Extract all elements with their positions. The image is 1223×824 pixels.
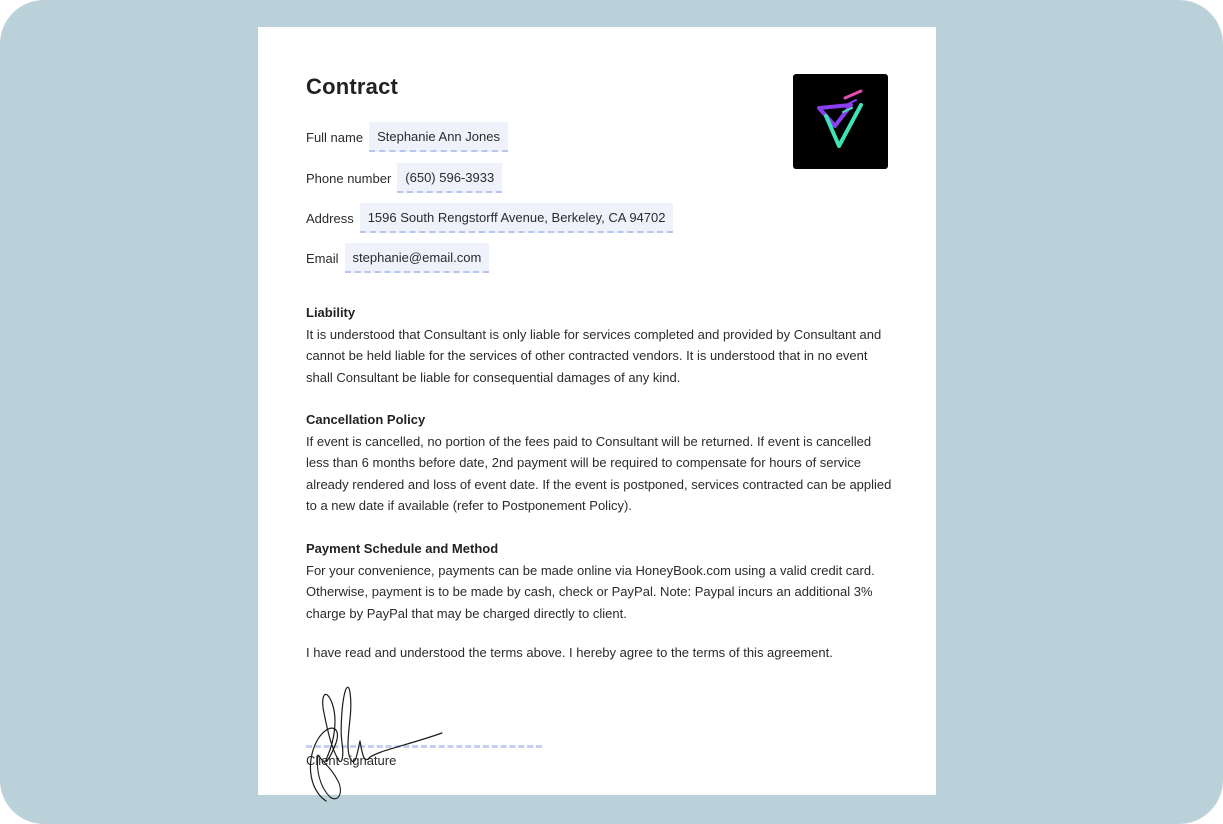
phone-row: [306, 163, 502, 193]
phone-label: Phone number: [306, 170, 392, 186]
payment-section: [306, 538, 896, 624]
liability-body: It is understood that Consultant is only liable for services completed and provided by Consultant and cannot be held liable for the services of other contracted vendors. It is understood that in no event shall Consultant be liable for consequential damages of any kind.: [306, 326, 882, 385]
liability-heading: Liability: [306, 305, 356, 320]
liability-section: [306, 302, 896, 388]
full-name-field[interactable]: Stephanie Ann Jones: [369, 122, 508, 152]
logo-graphic: [793, 74, 888, 169]
client-signature[interactable]: [298, 659, 458, 809]
email-field[interactable]: stephanie@email.com: [345, 243, 490, 273]
contract-title: Contract: [306, 74, 399, 99]
email-label: Email: [306, 250, 339, 266]
signature-label: Client signature: [306, 753, 397, 768]
full-name-row: [306, 122, 508, 152]
email-row: [306, 243, 489, 273]
full-name-label: Full name: [306, 129, 364, 145]
address-row: [306, 203, 673, 233]
address-field[interactable]: 1596 South Rengstorff Avenue, Berkeley, CA 94702: [360, 203, 674, 233]
signature-scribble: [298, 659, 458, 809]
address-label: Address: [306, 210, 354, 226]
agreement-statement: I have read and understood the terms above. I hereby agree to the terms of this agreement.: [306, 645, 833, 660]
phone-field[interactable]: (650) 596-3933: [397, 163, 502, 193]
cancellation-section: [306, 409, 896, 517]
payment-heading: Payment Schedule and Method: [306, 541, 499, 556]
payment-body: For your convenience, payments can be made online via HoneyBook.com using a valid credit card. Otherwise, payment is to be made by cash, check or PayPal. Note: Paypal incurs an additional 3% charge by PayPal that may be charged directly to client.: [306, 562, 875, 621]
contract-document: [258, 27, 936, 795]
cancellation-heading: Cancellation Policy: [306, 412, 426, 427]
triangle-logo-icon: [793, 74, 888, 169]
cancellation-body: If event is cancelled, no portion of the fees paid to Consultant will be returned. If event is cancelled less than 6 months before date, 2nd payment will be required to compensate for hours of service already rendered and loss of event date. If the event is postponed, services contracted can be applied to a new date if available (refer to Postponement Policy).: [306, 433, 892, 513]
